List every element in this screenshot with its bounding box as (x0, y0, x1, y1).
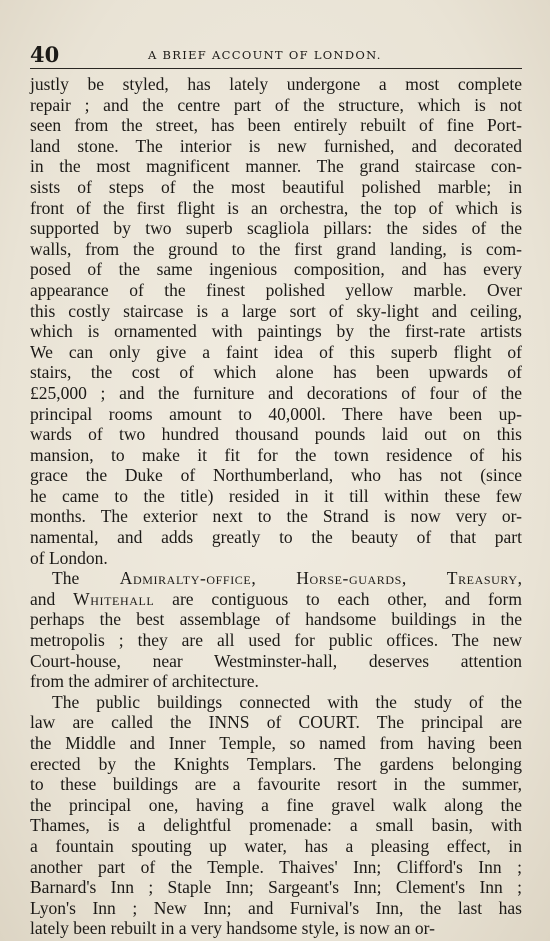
text-line: another part of the Temple. Thaives' Inn; Clifford's Inn ; (30, 856, 522, 877)
text-line: which is ornamented with paintings by the first-rate artists (30, 321, 522, 342)
page-header (30, 44, 522, 69)
text-line: The Admiralty-office, Horse-guards, Treasury, (52, 568, 522, 589)
paragraph (30, 74, 522, 568)
text-line: to these buildings are a favourite resort in the summer, (30, 774, 522, 795)
text-line: law are called the INNS of COURT. The principal are (30, 712, 522, 733)
text-line: supported by two superb scagliola pillars: the sides of the (30, 218, 522, 239)
text-line: land stone. The interior is new furnished, and decorated (30, 135, 522, 156)
text-line: front of the first flight is an orchestra, the top of which is (30, 197, 522, 218)
text-line: repair ; and the centre part of the structure, which is not (30, 94, 522, 115)
page-number: 40 (30, 42, 60, 67)
text-line: We can only give a faint idea of this superb flight of (30, 341, 522, 362)
text-line: Barnard's Inn ; Staple Inn; Sargeant's Inn; Clement's Inn ; (30, 877, 522, 898)
text-line: wards of two hundred thousand pounds laid out on this (30, 424, 522, 445)
text-line: mansion, to make it fit for the town residence of his (30, 444, 522, 465)
paragraph (30, 568, 522, 692)
text-line: principal rooms amount to 40,000l. There have been up- (30, 403, 522, 424)
text-line: walls, from the ground to the first grand landing, is com- (30, 238, 522, 259)
text-line: of London. (30, 547, 108, 568)
text-line: Thames, is a delightful promenade: a small basin, with (30, 815, 522, 836)
text-line: this costly staircase is a large sort of sky-light and ceiling, (30, 300, 522, 321)
text-line: justly be styled, has lately undergone a most complete (30, 74, 522, 94)
running-head: A BRIEF ACCOUNT OF LONDON. (148, 48, 382, 62)
text-line: lately been rebuilt in a very handsome style, is now an or- (30, 918, 435, 939)
text-line: the Middle and Inner Temple, so named from having been (30, 733, 522, 753)
text-line: in the most magnificent manner. The grand staircase con- (30, 156, 522, 177)
text-line: a fountain spouting up water, has a pleasing effect, in (30, 835, 522, 856)
text-line: and Whitehall are contiguous to each other, and form (30, 588, 522, 609)
text-line: he came to the title) resided in it till within these few (30, 485, 522, 506)
text-line: perhaps the best assemblage of handsome buildings in the (30, 609, 522, 630)
text-line: seen from the street, has been entirely rebuilt of fine Port- (30, 115, 522, 136)
paragraph (30, 692, 522, 939)
text-line: stairs, the cost of which alone has been upwards of (30, 362, 522, 383)
text-line: months. The exterior next to the Strand is now very or- (30, 506, 522, 527)
text-line: grace the Duke of Northumberland, who has not (since (30, 465, 522, 486)
text-line: Lyon's Inn ; New Inn; and Furnival's Inn, the last has (30, 897, 522, 918)
text-line: sists of steps of the most beautiful polished marble; in (30, 176, 522, 197)
text-line: £25,000 ; and the furniture and decorations of four of the (30, 382, 522, 403)
text-line: from the admirer of architecture. (30, 671, 259, 692)
body-text (30, 74, 522, 939)
text-line: posed of the same ingenious composition, and has every (30, 259, 522, 280)
text-line: appearance of the finest polished yellow marble. Over (30, 279, 522, 300)
text-line: The public buildings connected with the study of the (52, 691, 522, 712)
text-line: namental, and adds greatly to the beauty of that part (30, 527, 522, 548)
text-line: metropolis ; they are all used for public offices. The new (30, 630, 522, 651)
text-line: erected by the Knights Templars. The gardens belonging (30, 753, 522, 774)
text-line: Court-house, near Westminster-hall, deserves attention (30, 650, 522, 671)
text-line: the principal one, having a fine gravel walk along the (30, 794, 522, 815)
